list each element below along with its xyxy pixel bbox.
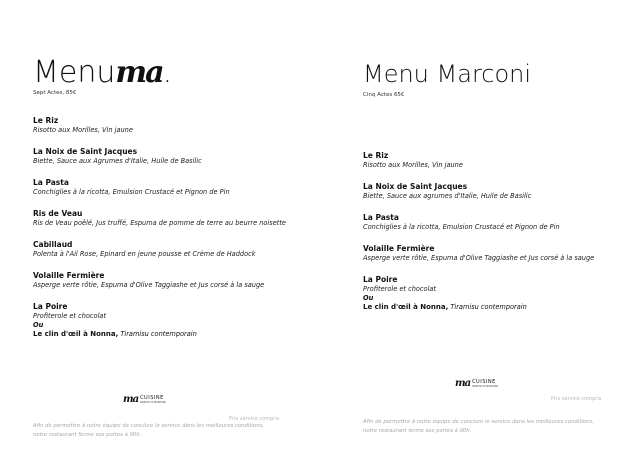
dessert-name: La Poire	[33, 302, 68, 311]
course-name: Volaille Fermière	[363, 244, 435, 253]
course-name: Volaille Fermière	[33, 271, 105, 280]
dessert-alternative	[363, 303, 633, 312]
title-dot: .	[162, 55, 173, 90]
menu-title	[33, 55, 173, 90]
course-item	[33, 240, 313, 259]
menu-subtitle: Cinq Actes 65€	[363, 92, 405, 98]
course-list	[363, 151, 633, 324]
course-name: Le Riz	[33, 116, 59, 125]
course-item	[33, 178, 313, 197]
course-name: La Pasta	[363, 213, 399, 222]
dessert-or	[33, 321, 313, 330]
menu-title: Menu Marconi	[363, 60, 532, 88]
dessert-description: Profiterole et chocolat	[33, 312, 107, 320]
course-description: Asperge verte rôtie, Espuma d'Olive Taggiashe et Jus corsé à la sauge	[363, 254, 595, 262]
alt-dessert-description: Tiramisu contemporain	[120, 330, 197, 338]
course-item	[363, 151, 633, 170]
closing-footnote	[363, 418, 623, 436]
course-name: Ris de Veau	[33, 209, 83, 218]
footnote-line: Afin de permettre à notre équipe de conclure le service dans les meilleures conditions,	[33, 423, 264, 429]
course-name: Le Riz	[363, 151, 389, 160]
course-item	[33, 116, 313, 135]
alt-dessert-name: Le clin d'œil à Nonna,	[363, 303, 449, 311]
course-description: Biette, Sauce aux Agrumes d'Italie, Huile de Basilic	[33, 157, 202, 165]
or-label: Ou	[363, 294, 374, 302]
dessert-item	[33, 302, 313, 339]
course-name: La Noix de Saint Jacques	[33, 147, 138, 156]
course-description: Risotto aux Morilles, Vin jaune	[363, 161, 463, 169]
alt-dessert-name: Le clin d'œil à Nonna,	[33, 330, 119, 338]
brand-subtitle: SPIRITO DI MARCONI	[472, 385, 498, 388]
course-item	[363, 244, 633, 263]
course-name: La Noix de Saint Jacques	[363, 182, 468, 191]
cuisine-logo	[123, 394, 166, 405]
course-description: Asperge verte rôtie, Espuma d'Olive Taggiashe et Jus corsé à la sauge	[33, 281, 265, 289]
dessert-item	[363, 275, 633, 312]
dessert-name: La Poire	[363, 275, 398, 284]
menu-subtitle: Sept Actes, 85€	[33, 90, 77, 96]
brand-text	[140, 395, 166, 404]
ma-logo: ma	[115, 55, 163, 90]
course-item	[363, 182, 633, 201]
course-item	[33, 271, 313, 290]
footnote-line: Afin de permettre à notre équipe de conclure le service dans les meilleures conditions,	[363, 419, 594, 425]
course-name: La Pasta	[33, 178, 69, 187]
course-list	[33, 116, 313, 351]
brand-subtitle: SPIRITO DI MARCONI	[140, 401, 166, 404]
course-description: Polenta à l'Ail Rose, Epinard en jeune pousse et Crème de Haddock	[33, 250, 256, 258]
course-description: Conchiglies à la ricotta, Emulsion Crustacé et Pignon de Pin	[33, 188, 230, 196]
brand-word: CUISINE	[472, 379, 496, 385]
course-description: Ris de Veau poêlé, Jus truffé, Espuma de pomme de terre au beurre noisette	[33, 219, 286, 227]
brand-text	[472, 379, 498, 388]
course-item	[33, 147, 313, 166]
brand-mark: ma	[455, 378, 471, 389]
dessert-or	[363, 294, 633, 303]
course-name: Cabillaud	[33, 240, 73, 249]
brand-word: CUISINE	[140, 395, 164, 401]
dessert-description: Profiterole et chocolat	[363, 285, 437, 293]
course-item	[363, 213, 633, 232]
closing-footnote	[33, 422, 293, 440]
cuisine-logo	[455, 378, 498, 389]
menu-title-text: Menu	[33, 55, 116, 90]
course-item	[33, 209, 313, 228]
dessert-alternative	[33, 330, 313, 339]
service-note: Prix service compris	[551, 396, 602, 402]
footnote-line: notre restaurant ferme ses portes à 00h.	[363, 428, 472, 434]
footnote-line: notre restaurant ferme ses portes à 00h.	[33, 432, 142, 438]
course-description: Biette, Sauce aux agrumes d'Italie, Huile de Basilic	[363, 192, 532, 200]
or-label: Ou	[33, 321, 44, 329]
alt-dessert-description: Tiramisu contemporain	[450, 303, 527, 311]
course-description: Risotto aux Morilles, Vin jaune	[33, 126, 133, 134]
course-description: Conchiglies à la ricotta, Emulsion Crustacé et Pignon de Pin	[363, 223, 560, 231]
service-note: Prix service compris	[229, 416, 280, 422]
brand-mark: ma	[123, 394, 139, 405]
